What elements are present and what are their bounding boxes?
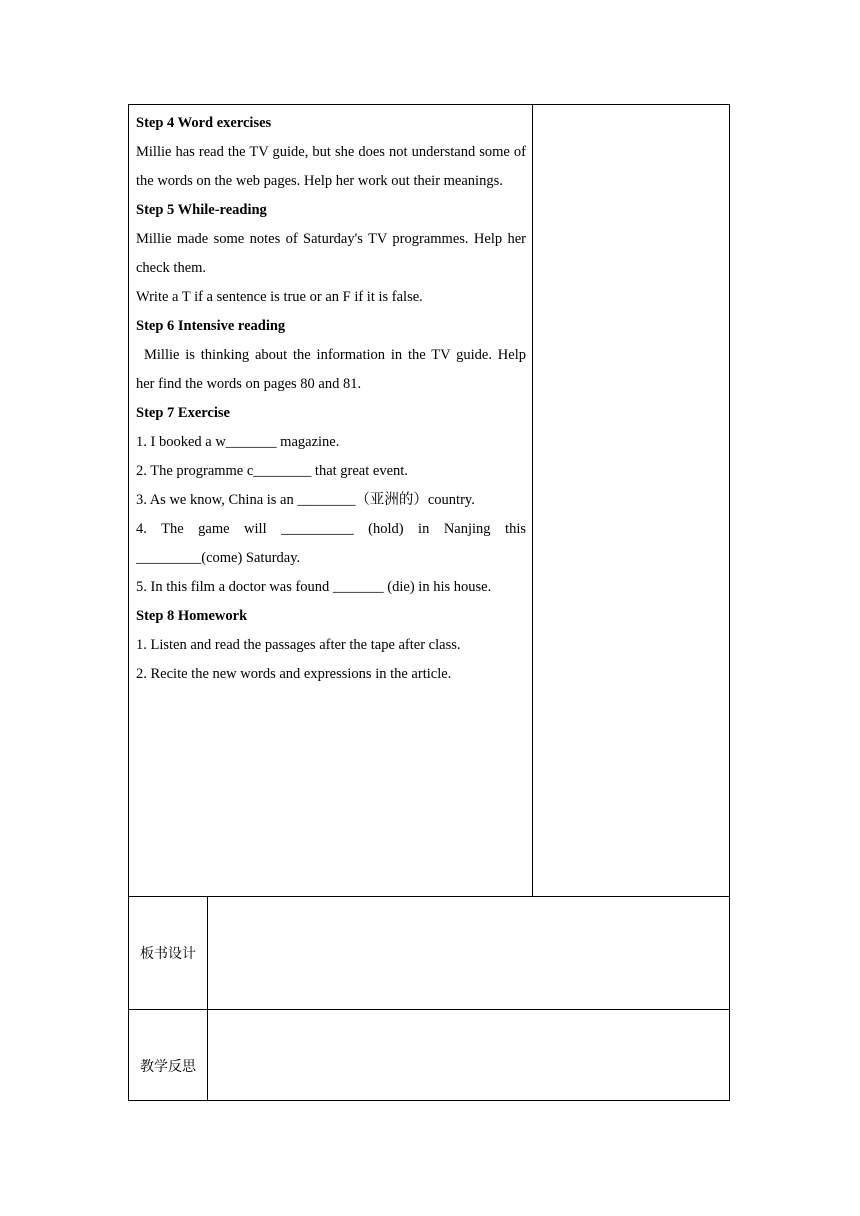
table-border-right <box>729 104 730 1101</box>
step-heading: Step 8 Homework <box>136 608 248 624</box>
step-paragraph: Millie is thinking about the information in the TV guide. Help her find the words on pages 80 and 81. <box>136 347 526 392</box>
lesson-steps-cell <box>136 109 526 689</box>
table-border-bottom <box>128 1100 730 1101</box>
teaching-reflection-label: 教学反思 <box>140 1059 196 1075</box>
step-heading: Step 4 Word exercises <box>136 115 272 131</box>
step-paragraph: 4. The game will __________ (hold) in Nanjing this _________(come) Saturday. <box>136 521 526 566</box>
step-paragraph: 2. Recite the new words and expressions in the article. <box>136 666 452 682</box>
board-design-content-cell <box>208 897 729 1009</box>
step-heading: Step 5 While-reading <box>136 202 267 218</box>
step-paragraph: 2. The programme c________ that great event. <box>136 463 408 479</box>
step-paragraph: 1. I booked a w_______ magazine. <box>136 434 340 450</box>
step-paragraph: 3. As we know, China is an ________（亚洲的）country. <box>136 492 475 508</box>
notes-column-cell <box>533 105 729 896</box>
step-paragraph: Millie made some notes of Saturday's TV programmes. Help her check them. <box>136 231 526 276</box>
step-heading: Step 6 Intensive reading <box>136 318 286 334</box>
step-paragraph: 1. Listen and read the passages after the tape after class. <box>136 637 461 653</box>
step-paragraph: 5. In this film a doctor was found _______ (die) in his house. <box>136 579 492 595</box>
step-paragraph: Write a T if a sentence is true or an F if it is false. <box>136 289 423 305</box>
step-paragraph: Millie has read the TV guide, but she does not understand some of the words on the web pages. Help her work out their meanings. <box>136 144 526 189</box>
step-heading: Step 7 Exercise <box>136 405 230 421</box>
teaching-reflection-content-cell <box>208 1010 729 1100</box>
board-design-label: 板书设计 <box>140 946 196 962</box>
